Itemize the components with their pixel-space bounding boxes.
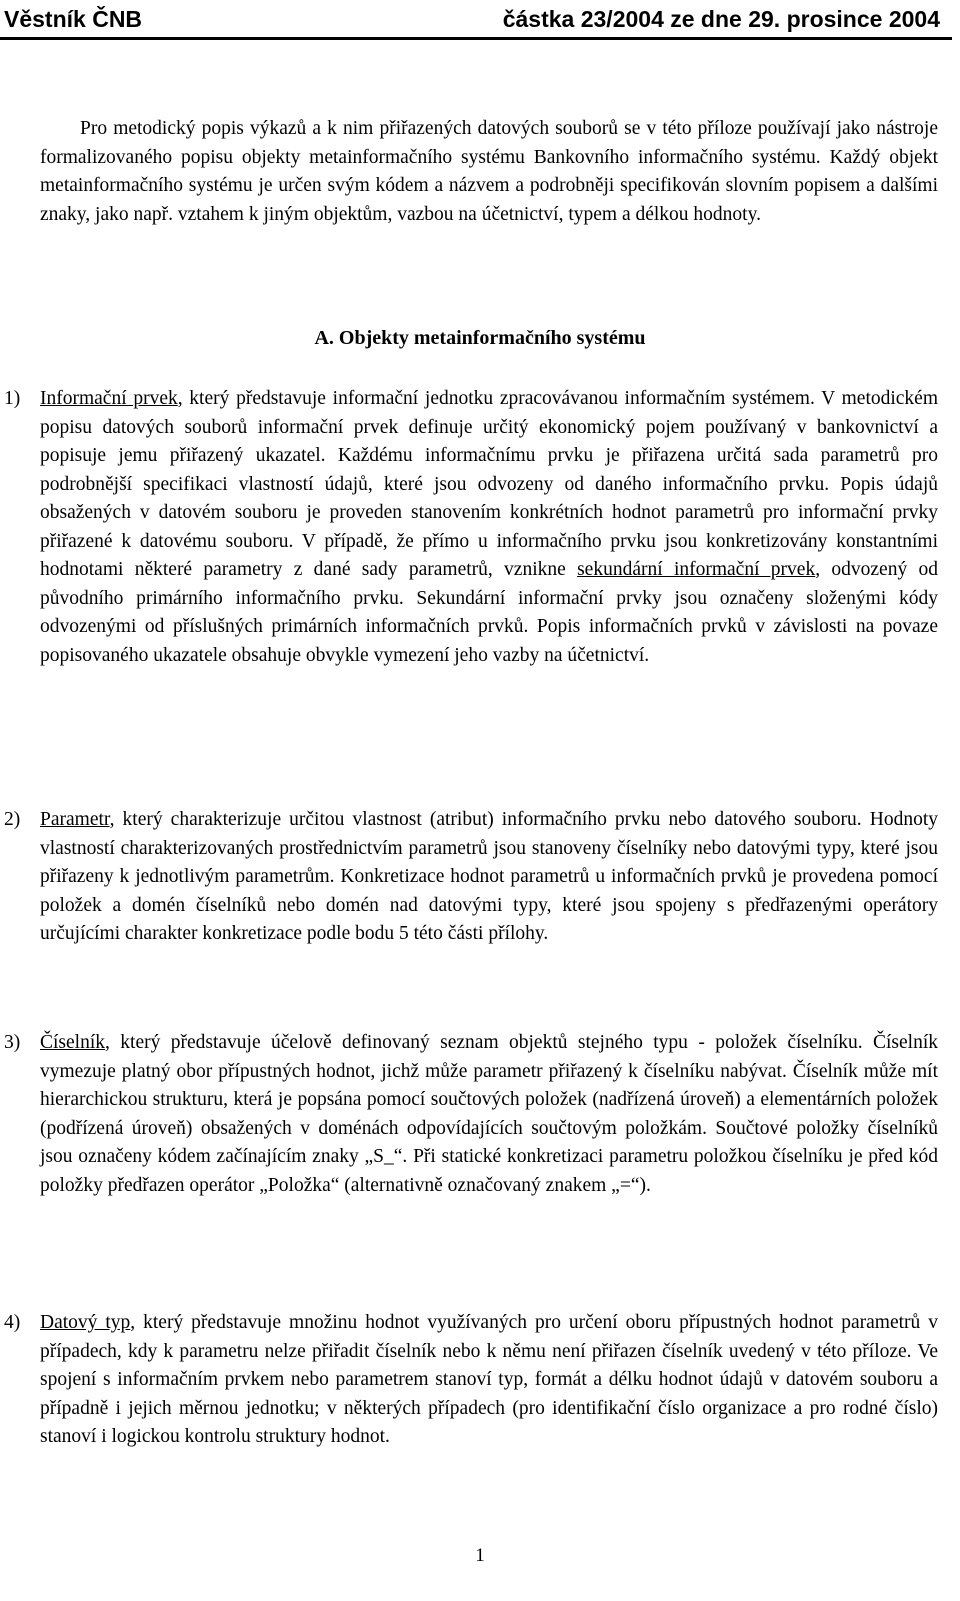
- item-text: , který představuje účelově definovaný seznam objektů stejného typu - položek číselníku. Číselník vymezuje platný obor přípustných hodnot, jichž může parametr přiřazený k číselníku nabývat. Číselník může mít hierarchickou strukturu, která je popsána pomocí součtových položek (nadřízená úroveň) a elementárních položek (podřízená úroveň) obsažených v doménách odpovídajících součtovým položkám. Součtové položky číselníků jsou označeny kódem začínajícím znaky „S_“. Při statické konkretizaci parametru položkou číselníku je před kód položky předřazen operátor „Položka“ (alternativně označovaný znakem „=“).: [40, 1032, 938, 1196]
- item-number: 3): [4, 1032, 21, 1053]
- header-rule: [0, 37, 952, 40]
- list-item-datovy-typ: [4, 1309, 938, 1452]
- item-text: , který představuje informační jednotku zpracovávanou informačním systémem. V metodickém popisu datových souborů informační prvek definuje určitý ekonomický pojem používaný v bankovnictví a popisuje jemu přiřazený ukazatel. Každému informačnímu prvku je přiřazena určitá sada parametrů pro podrobnější specifikaci vlastností údajů, které jsou odvozeny od daného informačního prvku. Popis údajů obsažených v datovém souboru je proveden stanovením konkrétních hodnot parametrů pro informační prvky přiřazené k datovému souboru. V případě, že přímo u informačního prvku jsou konkretizovány konstantními hodnotami některé parametry z dané sady parametrů, vznikne: [40, 388, 939, 580]
- item-term: Číselník: [40, 1032, 106, 1053]
- intro-paragraph: Pro metodický popis výkazů a k nim přiřazených datových souborů se v této příloze používají jako nástroje formalizovaného popisu objekty metainformačního systému Bankovního informačního systému. Každý objekt metainformačního systému je určen svým kódem a názvem a podrobněji specifikován slovním popisem a dalšími znaky, jako např. vztahem k jiným objektům, vazbou na účetnictví, typem a délkou hodnoty.: [40, 118, 938, 225]
- issue-info: částka 23/2004 ze dne 29. prosince 2004: [502, 6, 940, 32]
- item-term: Parametr: [40, 809, 110, 830]
- item-number: 4): [4, 1312, 21, 1333]
- item-text: , který charakterizuje určitou vlastnost (atribut) informačního prvku nebo datového souboru. Hodnoty vlastností charakterizovaných prostřednictvím parametrů jsou stanoveny číselníky nebo datovými typy, které jsou přiřazeny k jednotlivým parametrům. Konkretizace hodnot parametrů u informačních prvků je provedena pomocí položek a domén číselníků nebo domén nad datovými typy, které jsou spojeny s předřazenými operátory určujícími charakter konkretizace podle bodu 5 této části přílohy.: [40, 809, 938, 944]
- journal-title: Věstník ČNB: [4, 6, 143, 32]
- item-term: Informační prvek: [40, 388, 178, 409]
- page-header: [0, 0, 960, 34]
- item-subterm: sekundární informační prvek: [577, 559, 816, 580]
- list-item-parametr: [4, 806, 938, 949]
- section-heading: A. Objekty metainformačního systému: [314, 327, 646, 349]
- item-text: , který představuje množinu hodnot využívaných pro určení oboru přípustných hodnot parametrů v případech, kdy k parametru nelze přiřadit číselník nebo k němu není přiřazen číselník uvedený v této příloze. Ve spojení s informačním prvkem nebo parametrem stanoví typ, formát a délku hodnot údajů v datovém souboru a případně i jejich měrnou jednotku; v některých případech (pro identifikační číslo organizace a pro rodné číslo) stanoví i logickou kontrolu struktury hodnot.: [40, 1312, 938, 1447]
- page-number: 1: [475, 1545, 485, 1566]
- item-text-continued: , odvozený od původního primárního informačního prvku. Sekundární informační prvky jsou označeny složenými kódy odvozenými od příslušných primárních informačních prvků. Popis informačních prvků v závislosti na povaze popisovaného ukazatele obsahuje obvykle vymezení jeho vazby na účetnictví.: [40, 559, 939, 666]
- item-number: 2): [4, 809, 21, 830]
- item-number: 1): [4, 388, 21, 409]
- list-item-ciselnik: [4, 1029, 938, 1200]
- item-term: Datový typ: [40, 1312, 131, 1333]
- list-item-informacni-prvek: [4, 385, 939, 670]
